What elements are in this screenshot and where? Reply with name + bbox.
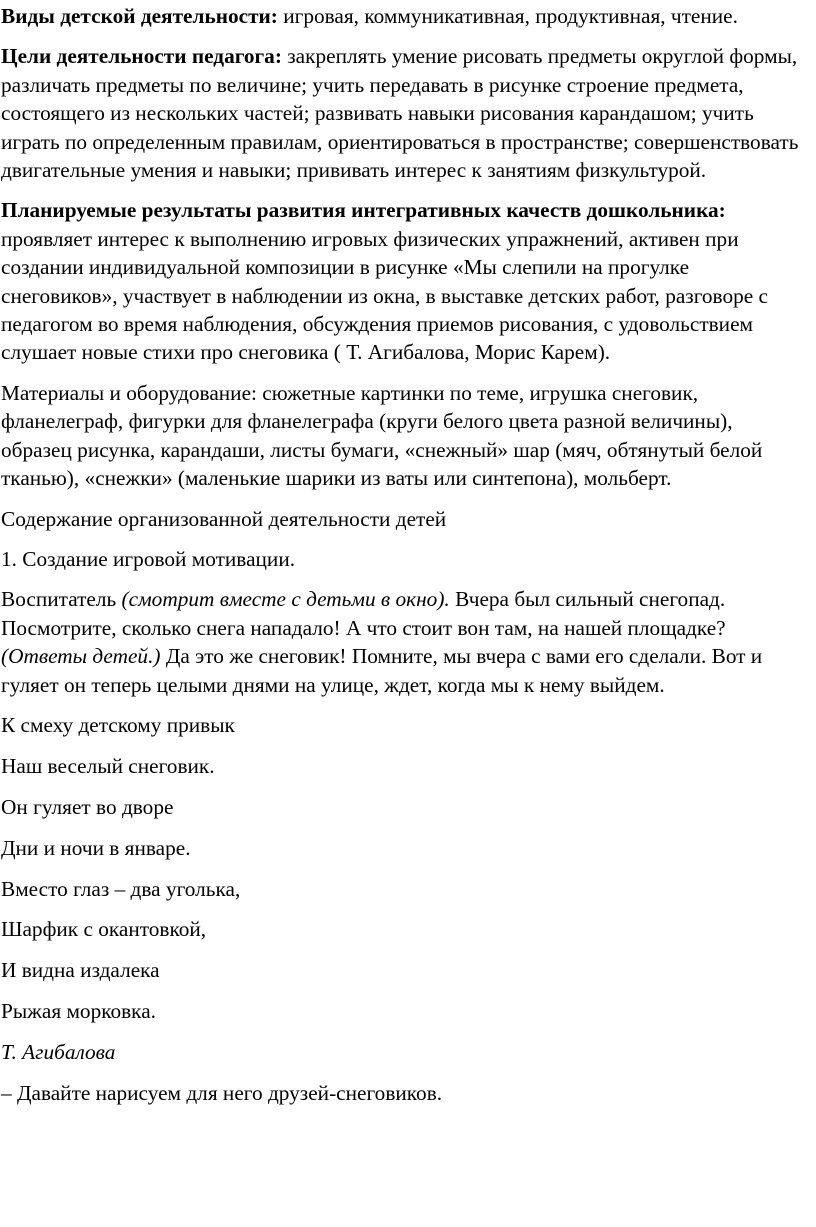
content-heading: Содержание организованной деятельности детей: [1, 506, 447, 531]
poem-line: Он гуляет во дворе: [1, 794, 174, 819]
activity-types-paragraph: [1, 2, 808, 30]
planned-results-label: Планируемые результаты развития интегративных качеств дошкольника:: [1, 198, 726, 223]
step-1-heading: 1. Создание игровой мотивации.: [1, 546, 296, 571]
poem-line: Наш веселый снеговик.: [1, 753, 215, 778]
closing-line: – Давайте нарисуем для него друзей-снеговиков.: [1, 1081, 443, 1106]
teacher-speech-paragraph: [1, 585, 808, 699]
teacher-goals-label: Цели деятельности педагога:: [1, 44, 282, 69]
poem-line: Шарфик с окантовкой,: [1, 917, 207, 942]
poem-line: И видна издалека: [1, 958, 160, 983]
activity-types-text: игровая, коммуникативная, продуктивная, чтение.: [277, 4, 738, 28]
speech-part-1: Вчера был сильный снегопад. Посмотрите, сколько снега нападало! А что стоит вон там, на нашей площадке?: [1, 587, 726, 640]
poem-author-name: Т. Агибалова: [1, 1040, 116, 1065]
poem-author: [1, 1038, 808, 1066]
teacher-goals-text: закреплять умение рисовать предметы округлой формы, различать предметы по величине; учить передавать в рисунке строение предмета, состоящего из нескольких частей; развивать навыки рисования карандашом; учить играть по определенным правилам, ориентироваться в пространстве; совершенствовать двигательные умения и навыки; прививать интерес к занятиям физкультурой.: [1, 44, 799, 183]
teacher-goals-paragraph: [1, 42, 808, 184]
poem-line: К смеху детскому привык: [1, 712, 235, 737]
poem-line: Вместо глаз – два уголька,: [1, 876, 241, 901]
planned-results-text: проявляет интерес к выполнению игровых физических упражнений, активен при создании индивидуальной композиции в рисунке «Мы слепили на прогулке снеговиков», участвует в наблюдении из окна, в выставке детских работ, разговоре с педагогом во время наблюдения, обсуждения приемов рисования, с удовольствием слушает новые стихи про снеговика ( Т. Агибалова, Морис Карем).: [1, 226, 768, 365]
poem-line: Дни и ночи в январе.: [1, 835, 191, 860]
activity-types-label: Виды детской деятельности:: [1, 4, 278, 28]
planned-results-paragraph: [1, 196, 808, 366]
stage-direction: (смотрит вместе с детьми в окно).: [121, 587, 450, 612]
poem-line: Рыжая морковка.: [1, 999, 156, 1024]
children-answers-note: (Ответы детей.): [1, 644, 161, 669]
materials-paragraph: Материалы и оборудование: сюжетные картинки по теме, игрушка снеговик, фланелеграф, фигурки для фланелеграфа (круги белого цвета разной величины), образец рисунка, карандаши, листы бумаги, «снежный» шар (мяч, обтянутый белой тканью), «снежки» (маленькие шарики из ваты или синтепона), мольберт.: [1, 380, 763, 491]
speaker-label: Воспитатель: [1, 587, 122, 612]
speech-part-2: Да это же снеговик! Помните, мы вчера с вами его сделали. Вот и гуляет он теперь целыми днями на улице, ждет, когда мы к нему выйдем.: [1, 644, 763, 697]
